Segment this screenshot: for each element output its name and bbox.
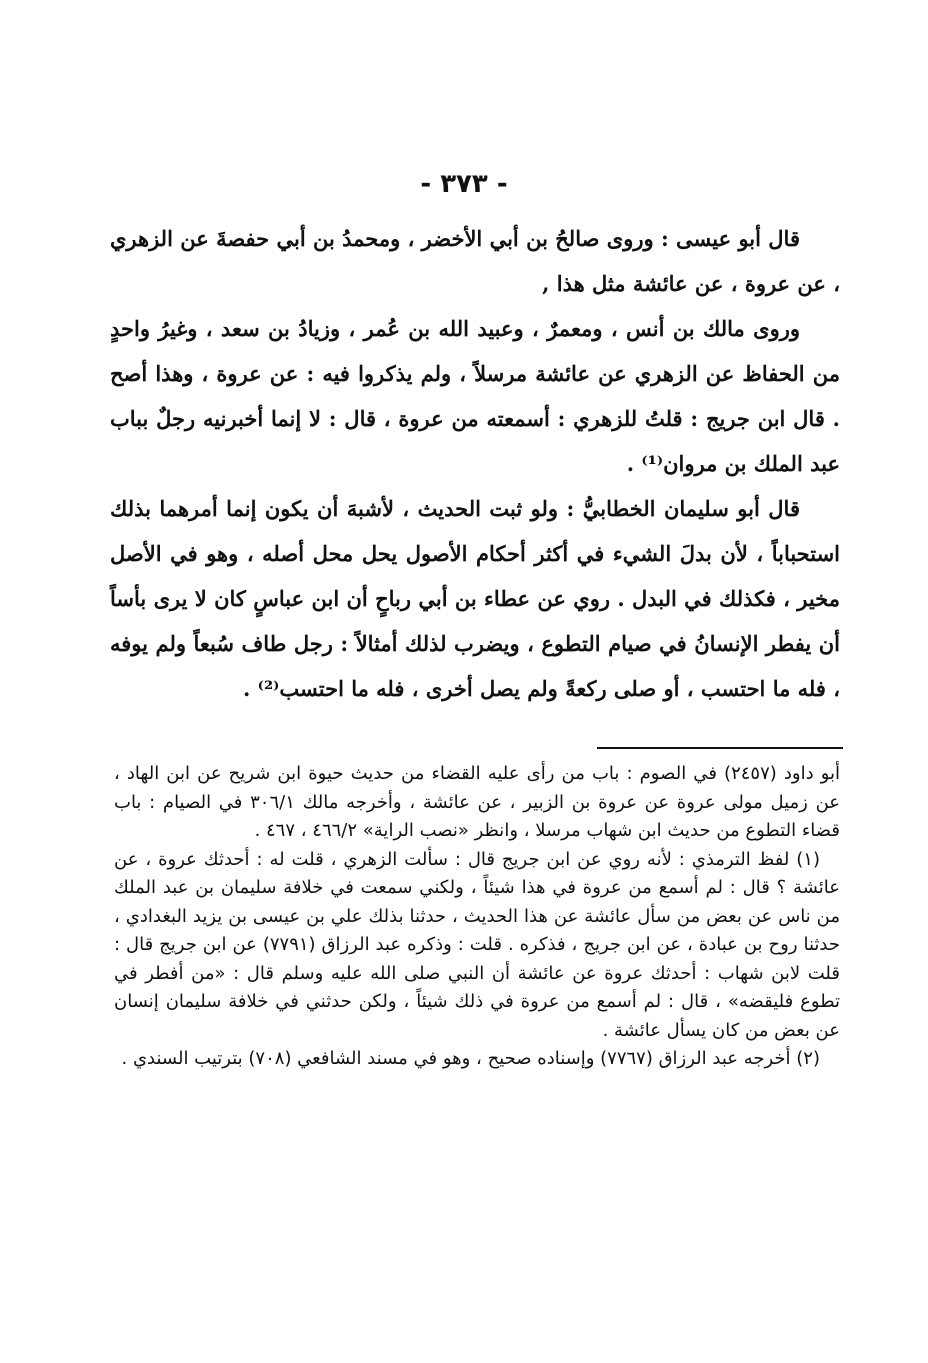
main-text — [110, 216, 840, 711]
footnote-2: (٢) أخرجه عبد الرزاق (٧٧٦٧) وإسناده صحيح ، وهو في مسند الشافعي (٧٠٨) بترتيب السندي . — [121, 1048, 820, 1069]
paragraph-khattabi: قال أبو سليمان الخطابيُّ : ولو ثبت الحديث ، لأشبهَ أن يكون إنما أمرهما بذلك استحباباً ، لأن بدلَ الشيء في أكثر أحكام الأصول يحل محل أصله ، وهو في الأصل مخير ، فكذلك في البدل . روي عن عطاء بن أبي رباحٍ أن ابن عباسٍ كان لا يرى بأساً أن يفطر الإنسانُ في صيام التطوع ، ويضرب لذلك أمثالاً : رجل طاف سُبعاً ولم يوفه ، فله ما احتسب ، أو صلى ركعةً ولم يصل أخرى ، فله ما احتسب⁽²⁾ . — [110, 496, 840, 701]
paragraph-abu-isa: قال أبو عيسى : وروى صالحُ بن أبي الأخضر ، ومحمدُ بن أبي حفصةَ عن الزهري ، عن عروة ، عن عائشة مثل هذا , — [110, 226, 840, 296]
footnote-continuation: أبو داود (٢٤٥٧) في الصوم : باب من رأى عليه القضاء من حديث حيوة ابن شريح عن ابن الهاد ، عن زميل مولى عروة عن عروة بن الزبير ، عن عائشة ، وأخرجه مالك ٣٠٦/١ في الصيام : باب قضاء التطوع من حديث ابن شهاب مرسلا ، وانظر «نصب الراية» ٤٦٦/٢ ، ٤٦٧ . — [114, 763, 841, 841]
paragraph-malik: وروى مالك بن أنس ، ومعمرٌ ، وعبيد الله بن عُمر ، وزيادُ بن سعد ، وغيرُ واحدٍ من الحفاظ عن الزهري عن عائشة مرسلاً ، ولم يذكروا فيه : عن عروة ، وهذا أصح . قال ابن جريج : قلتُ للزهري : أسمعته من عروة ، قال : لا إنما أخبرنيه رجلٌ بباب عبد الملك بن مروان⁽¹⁾ . — [110, 316, 840, 476]
footnotes — [114, 760, 840, 1074]
page-number: - ٣٧٣ - — [420, 169, 508, 199]
footnote-1: (١) لفظ الترمذي : لأنه روي عن ابن جريج قال : سألت الزهري ، قلت له : أحدثك عروة ، عن عائشة ؟ قال : لم أسمع من عروة في هذا شيئاً ، ولكني سمعت في خلافة سليمان بن عبد الملك من ناس عن بعض من سأل عائشة عن هذا الحديث ، حدثنا بذلك علي بن عيسى بن يزيد البغدادي ، حدثنا روح بن عبادة ، عن ابن جريج ، فذكره . قلت : وذكره عبد الرزاق (٧٧٩١) عن ابن جريج قال : قلت لابن شهاب : أحدثك عروة عن عائشة أن النبي صلى الله عليه وسلم قال : «من أفطر في تطوع فليقضه» ، قال : لم أسمع من عروة في ذلك شيئاً ، ولكن حدثني في خلافة سليمان إنسان عن بعض من كان يسأل عائشة . — [114, 848, 840, 1041]
footnote-divider — [597, 747, 843, 749]
